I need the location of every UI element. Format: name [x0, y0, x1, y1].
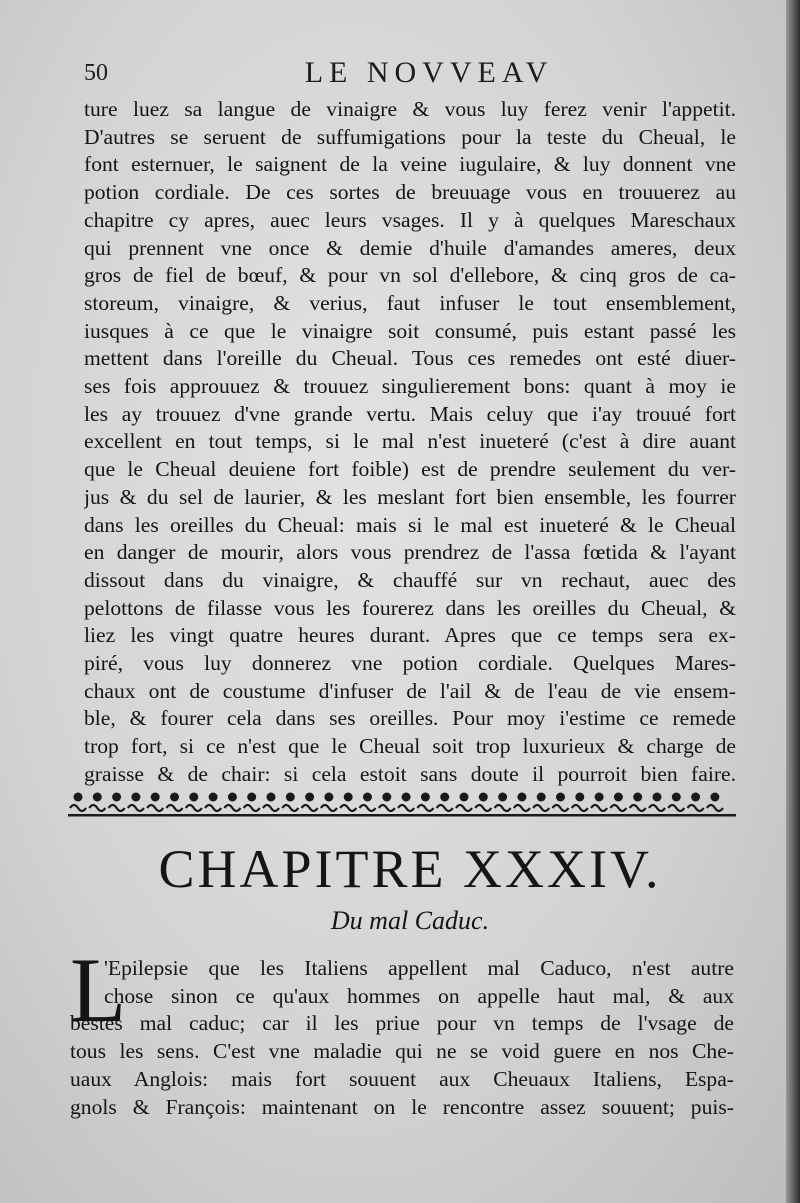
- ornament-flower: [421, 793, 430, 802]
- ornament-leaf: [707, 805, 723, 811]
- ornament-leaf: [147, 805, 163, 811]
- ornament-flower: [633, 793, 642, 802]
- ornament-flower: [344, 793, 353, 802]
- ornament-leaf: [321, 805, 337, 811]
- text-line: que le Cheual deuiene fort foible) est de prendre seulement du ver-: [84, 457, 736, 482]
- ornament-leaf: [398, 805, 414, 811]
- ornament-flower: [653, 793, 662, 802]
- ornament-flower: [556, 793, 565, 802]
- ornament-flower: [209, 793, 218, 802]
- text-line: iusques à ce que le vinaigre soit consumé, puis estant passé les: [84, 318, 736, 343]
- ornament-leaf: [553, 805, 569, 811]
- drop-cap: L: [70, 939, 127, 1041]
- chapter-subtitle: Du mal Caduc.: [330, 906, 490, 935]
- ornament-flower: [537, 793, 546, 802]
- ornament-leaf: [417, 805, 433, 811]
- ornament-flower: [151, 793, 160, 802]
- chapter-text-line: uaux Anglois: mais fort souuent aux Cheuaux Italiens, Espa-: [70, 1066, 734, 1091]
- ornament-leaf: [668, 805, 684, 811]
- ornament-flower: [324, 793, 333, 802]
- text-line: jus & du sel de laurier, & les meslant fort bien ensemble, les fourrer: [84, 484, 736, 509]
- ornament-leaf: [360, 805, 376, 811]
- text-line: D'autres se seruent de suffumigations pour la teste du Cheual, le: [84, 124, 736, 149]
- text-line: qui prennent vne once & demie d'huile d'amandes ameres, deux: [84, 235, 736, 260]
- text-line: dans les oreilles du Cheual: mais si le mal est inueteré & le Cheual: [84, 512, 736, 537]
- ornament-leaf: [495, 805, 511, 811]
- ornament-flower: [363, 793, 372, 802]
- ornament-rule: [68, 814, 736, 817]
- ornament-leaf: [475, 805, 491, 811]
- running-head: LE NOVVEAV: [304, 56, 554, 89]
- text-line: mettent dans l'oreille du Cheual. Tous ces remedes ont esté diuer-: [84, 346, 736, 371]
- ornament-flower: [517, 793, 526, 802]
- ornament-flower: [286, 793, 295, 802]
- ornament-flower: [74, 793, 83, 802]
- ornament-flower: [305, 793, 314, 802]
- text-line: chapitre cy apres, auec leurs vsages. Il y à quelques Mareschaux: [84, 207, 736, 232]
- ornament-flower: [112, 793, 121, 802]
- body-text-block: [84, 96, 736, 789]
- text-line: pelottons de filasse vous les fourerez dans les oreilles du Cheual, &: [84, 595, 736, 620]
- ornament-leaf: [302, 805, 318, 811]
- ornament-leaf: [109, 805, 125, 811]
- ornament-leaf: [263, 805, 279, 811]
- ornament-flower: [595, 793, 604, 802]
- ornament-leaf: [224, 805, 240, 811]
- ornament-leaf: [70, 805, 86, 811]
- ornament-flower: [93, 793, 102, 802]
- chapter-text-line: 'Epilepsie que les Italiens appellent mal Caduco, n'est autre: [104, 956, 734, 980]
- ornament-flower: [614, 793, 623, 802]
- ornament-flower: [402, 793, 411, 802]
- text-line: excellent en tout temps, si le mal n'est inueteré (c'est à dire auant: [84, 429, 736, 454]
- ornament-flower: [575, 793, 584, 802]
- ornament-flower: [382, 793, 391, 802]
- chapter-title: CHAPITRE XXXIV.: [158, 839, 662, 899]
- ornament-flower: [691, 793, 700, 802]
- ornament-flower: [131, 793, 140, 802]
- page-header: [84, 56, 774, 96]
- ornament-leaf: [533, 805, 549, 811]
- ornament-flower: [710, 793, 719, 802]
- chapter-text-line: bestes mal caduc; car il les priue pour vn temps de l'vsage de: [70, 1011, 734, 1036]
- ornament-flower: [189, 793, 198, 802]
- ornament-leaf: [591, 805, 607, 811]
- ornament-leaf: [340, 805, 356, 811]
- ornament-leaf: [688, 805, 704, 811]
- ornament-leaf: [186, 805, 202, 811]
- text-line: graisse & de chair: si cela estoit sans doute il pourroit bien faire.: [84, 761, 736, 786]
- chapter-text-line: chose sinon ce qu'aux hommes on appelle haut mal, & aux: [104, 983, 734, 1008]
- text-line: chaux ont de coustume d'infuser de l'ail & de l'eau de vie ensem-: [84, 678, 736, 703]
- text-line: potion cordiale. De ces sortes de breuuage vous en trouuerez au: [84, 180, 736, 205]
- ornament-flower: [460, 793, 469, 802]
- text-line: dissout dans du vinaigre, & chauffé sur vn rechaut, auec des: [84, 567, 736, 592]
- ornament-flower: [440, 793, 449, 802]
- ornament-flower: [498, 793, 507, 802]
- chapter-text-line: tous les sens. C'est vne maladie qui ne se void guere en nos Che-: [70, 1039, 734, 1064]
- ornament-leaf: [244, 805, 260, 811]
- text-line: ses fois approuuez & trouuez singulierement bons: quant à moy ie: [84, 374, 736, 399]
- text-line: piré, vous luy donnerez vne potion cordiale. Quelques Mares-: [84, 651, 736, 676]
- ornament-flower: [267, 793, 276, 802]
- ornament-leaf: [379, 805, 395, 811]
- ornament-leaf: [437, 805, 453, 811]
- ornament-leaf: [205, 805, 221, 811]
- ornament-leaf: [572, 805, 588, 811]
- book-gutter-shadow: [786, 0, 800, 1203]
- ornament-leaf: [630, 805, 646, 811]
- text-line: storeum, vinaigre, & verius, faut infuser le tout ensemblement,: [84, 290, 736, 315]
- chapter-text-block: [70, 955, 734, 1121]
- ornament-leaf: [649, 805, 665, 811]
- ornament-leaf: [167, 805, 183, 811]
- text-line: font esternuer, le saignent de la veine iugulaire, & luy donnent vne: [84, 152, 736, 177]
- ornament-flower: [672, 793, 681, 802]
- chapter-text-line: gnols & François: maintenant on le rencontre assez souuent; puis-: [70, 1094, 734, 1119]
- ornament-flower: [228, 793, 237, 802]
- text-line: les ay trouuez d'vne grande vertu. Mais celuy que i'ay trouué fort: [84, 401, 736, 426]
- ornament-leaf: [89, 805, 105, 811]
- ornament-leaf: [456, 805, 472, 811]
- ornament-flower: [247, 793, 256, 802]
- text-line: ture luez sa langue de vinaigre & vous luy ferez venir l'appetit.: [84, 97, 736, 121]
- ornament-leaf: [282, 805, 298, 811]
- text-line: en danger de mourir, alors vous prendrez de l'assa fœtida & l'ayant: [84, 540, 736, 565]
- ornament-leaf: [128, 805, 144, 811]
- ornament-leaf: [610, 805, 626, 811]
- text-line: ble, & fourer cela dans ses oreilles. Pour moy i'estime ce remede: [84, 706, 736, 731]
- decorative-ornament-band: [68, 786, 736, 820]
- ornament-flower: [170, 793, 179, 802]
- text-line: liez les vingt quatre heures durant. Apres que ce temps sera ex-: [84, 623, 736, 648]
- ornament-leaf: [514, 805, 530, 811]
- text-line: gros de fiel de bœuf, & pour vn sol d'ellebore, & cinq gros de ca-: [84, 263, 736, 288]
- ornament-flower: [479, 793, 488, 802]
- page-number: 50: [84, 60, 108, 86]
- text-line: trop fort, si ce n'est que le Cheual soit trop luxurieux & charge de: [84, 734, 736, 759]
